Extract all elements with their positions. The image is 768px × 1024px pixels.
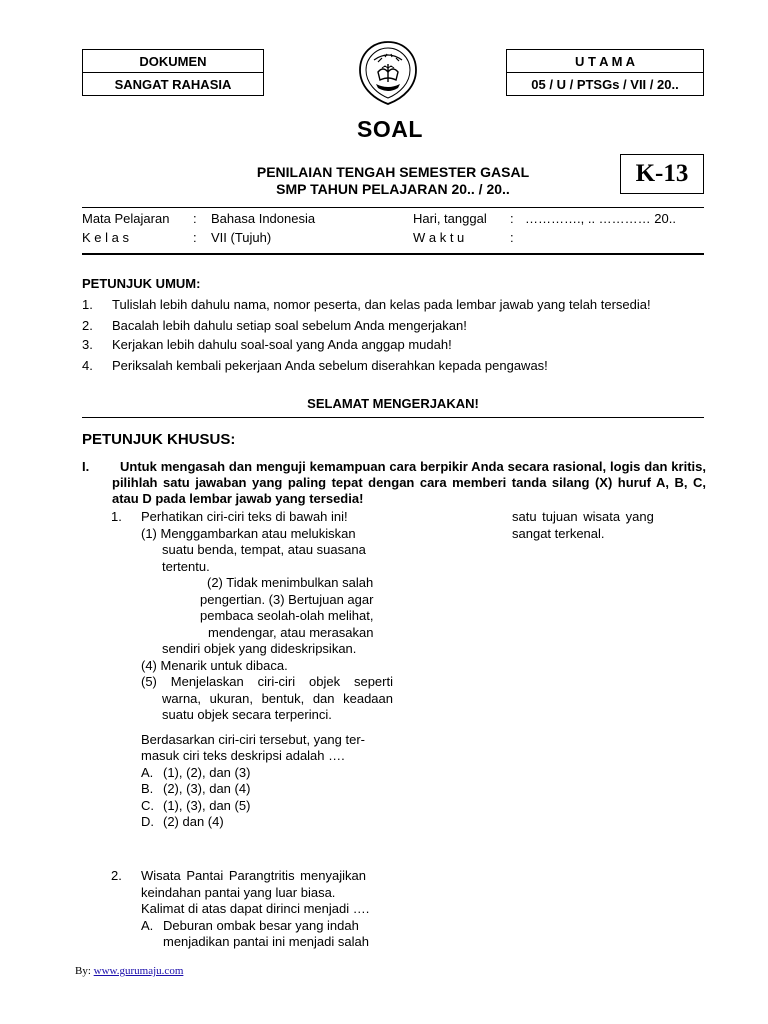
answer-option xyxy=(141,918,393,951)
class-colon: : xyxy=(193,230,197,245)
answer-option xyxy=(141,814,393,831)
class-value: VII (Tujuh) xyxy=(211,230,272,245)
exam-subtitle xyxy=(225,164,561,198)
date-label: Hari, tanggal xyxy=(413,211,487,226)
section-instruction-text: Untuk mengasah dan menguji kemampuan cara berpikir Anda secara rasional, logis dan kritis, pilihlah satu jawaban yang paling tepat dengan cara memberi tanda silang (X) huruf A, B, C, atau D pada lembar jawab yang tersedia! xyxy=(112,459,706,506)
exam-type: U T A M A xyxy=(575,53,635,69)
option-letter: B. xyxy=(141,781,154,796)
date-colon: : xyxy=(510,211,514,226)
document-classification-box xyxy=(82,49,264,96)
item-text: Tulislah lebih dahulu nama, nomor peserta, dan kelas pada lembar jawab yang telah tersedia! xyxy=(112,297,651,312)
answer-option xyxy=(141,798,393,815)
section-number: I. xyxy=(82,459,90,474)
question-stem-line: Wisata Pantai Parangtritis menyajikan xyxy=(141,868,366,883)
special-instructions-heading: PETUNJUK KHUSUS: xyxy=(82,431,236,448)
item-text: Periksalah kembali pekerjaan Anda sebelum diserahkan kepada pengawas! xyxy=(112,358,548,373)
option-letter: C. xyxy=(141,797,154,813)
item-number: 4. xyxy=(82,358,93,373)
question-number: 2. xyxy=(111,868,122,883)
answer-option xyxy=(141,765,393,782)
question-2-body xyxy=(141,868,393,951)
subtitle-line-1: PENILAIAN TENGAH SEMESTER GASAL xyxy=(256,164,530,180)
option-text: (1), (3), dan (5) xyxy=(163,797,251,813)
question-number: 1. xyxy=(111,509,122,524)
classification-line-1: DOKUMEN xyxy=(139,53,207,69)
answer-option xyxy=(141,781,393,798)
feature-1: (1) Menggambarkan atau melukiskan xyxy=(141,525,356,541)
page-title: SOAL xyxy=(357,116,423,142)
item-number: 2. xyxy=(82,318,93,333)
time-label: W a k t u xyxy=(413,230,465,245)
option-continuation xyxy=(512,509,712,542)
option-continuation-line: satu tujuan wisata yang xyxy=(512,509,654,524)
general-instructions-heading: PETUNJUK UMUM: xyxy=(82,276,201,291)
class-label: K e l a s xyxy=(82,230,129,245)
section-instruction xyxy=(82,459,706,507)
feature-1-cont: tertentu. xyxy=(162,558,210,574)
question-prompt xyxy=(141,732,393,765)
item-text: Bacalah lebih dahulu setiap soal sebelum Anda mengerjakan! xyxy=(112,318,467,333)
option-text: (1), (2), dan (3) xyxy=(163,764,251,780)
feature-5: (5) Menjelaskan ciri-ciri objek seperti warna, ukuran, bentuk, dan keadaan suatu objek secara terperinci. xyxy=(141,674,393,722)
question-stem-line: Kalimat di atas dapat dirinci menjadi …. xyxy=(141,901,370,916)
footer-link[interactable]: www.gurumaju.com xyxy=(93,965,184,977)
classification-line-2: SANGAT RAHASIA xyxy=(83,72,263,95)
option-letter: A. xyxy=(141,917,154,933)
question-stem: Perhatikan ciri-ciri teks di bawah ini! xyxy=(141,509,348,524)
subject-colon: : xyxy=(193,211,197,226)
option-text-line: menjadikan pantai ini menjadi salah xyxy=(163,934,369,949)
time-colon: : xyxy=(510,230,514,245)
feature-2-line: (2) Tidak menimbulkan salah xyxy=(207,575,374,590)
closing-message: SELAMAT MENGERJAKAN! xyxy=(307,396,479,411)
feature-3-line: pembaca seolah-olah melihat, xyxy=(200,608,374,623)
option-text: (2) dan (4) xyxy=(163,814,224,829)
feature-1-cont: suatu benda, tempat, atau suasana xyxy=(162,542,366,557)
footer-credit xyxy=(75,965,183,977)
tut-wuri-handayani-logo xyxy=(352,38,424,108)
footer-prefix: By: xyxy=(75,965,91,977)
feature-3-line: sendiri objek yang dideskripsikan. xyxy=(162,641,357,656)
question-prompt-line-2: masuk ciri teks deskripsi adalah …. xyxy=(141,748,345,763)
subject-value: Bahasa Indonesia xyxy=(211,211,316,226)
option-letter: A. xyxy=(141,764,154,780)
feature-2-line: pengertian. (3) Bertujuan agar xyxy=(200,591,374,607)
feature-4: (4) Menarik untuk dibaca. xyxy=(141,657,288,673)
option-text-line: Deburan ombak besar yang indah xyxy=(163,917,359,933)
info-bottom-divider xyxy=(82,253,704,255)
curriculum-badge: K-13 xyxy=(620,154,704,194)
option-continuation-line: sangat terkenal. xyxy=(512,525,605,541)
document-code-box xyxy=(506,49,704,96)
item-text: Kerjakan lebih dahulu soal-soal yang Anda anggap mudah! xyxy=(112,337,452,352)
question-stem-line: keindahan pantai yang luar biasa. xyxy=(141,884,336,900)
subtitle-line-2: SMP TAHUN PELAJARAN 20.. / 20.. xyxy=(276,181,510,197)
item-number: 1. xyxy=(82,297,93,312)
date-value: …………., .. ………… 20.. xyxy=(525,211,676,226)
question-prompt-line-1: Berdasarkan ciri-ciri tersebut, yang ter- xyxy=(141,731,365,747)
document-code: 05 / U / PTSGs / VII / 20.. xyxy=(507,72,703,95)
subject-label: Mata Pelajaran xyxy=(82,211,170,226)
item-number: 3. xyxy=(82,337,93,352)
option-letter: D. xyxy=(141,814,154,829)
info-top-divider xyxy=(82,207,704,208)
question-1-body xyxy=(141,509,393,831)
feature-3-line: mendengar, atau merasakan xyxy=(208,624,374,640)
option-text: (2), (3), dan (4) xyxy=(163,781,251,796)
section-divider xyxy=(82,417,704,418)
